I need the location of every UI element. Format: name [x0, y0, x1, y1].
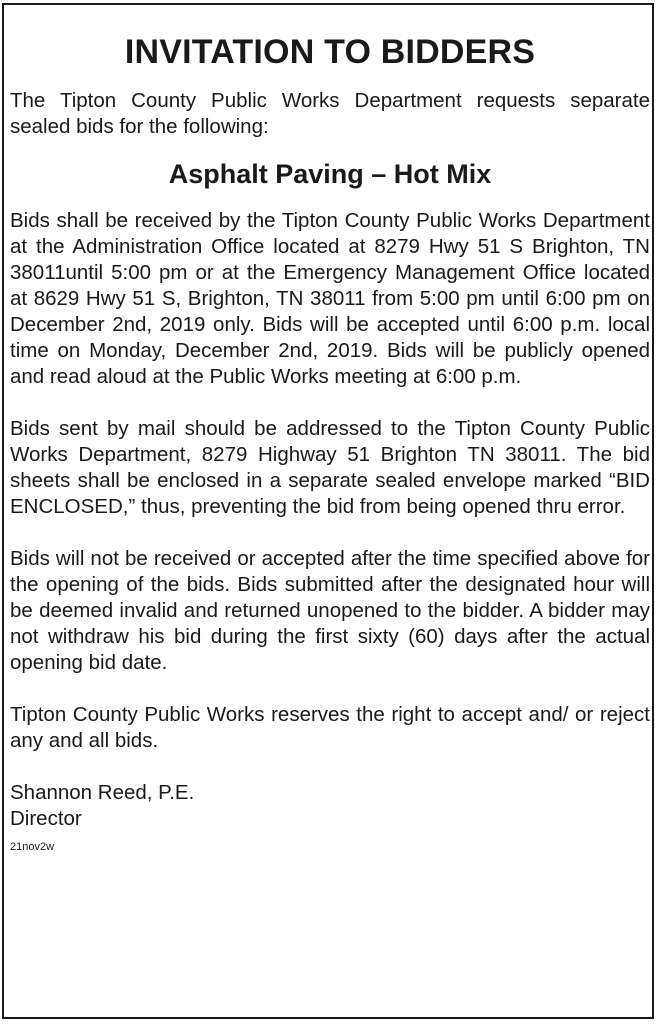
signatory-role: Director — [10, 807, 82, 830]
notice-title: INVITATION TO BIDDERS — [124, 33, 536, 71]
late-bids-paragraph: Bids will not be received or accepted after the time specified above for the opening of the bids. Bids submitted after the designated hour will be deemed invalid and returned unopened to the bidder. A bidder may not withdraw his bid during the first sixty (60) days after the actual opening bid date. — [10, 547, 650, 674]
bid-receipt-paragraph: Bids shall be received by the Tipton County Public Works Department at the Administration Office located at 8279 Hwy 51 S Brighton, TN 38011until 5:00 pm or at the Emergency Management Office located at 8629 Hwy 51 S, Brighton, TN 38011 from 5:00 pm until 6:00 pm on December 2nd, 2019 only. Bids will be accepted until 6:00 p.m. local time on Monday, December 2nd, 2019. Bids will be publicly opened and read aloud at the Public Works meeting at 6:00 p.m. — [10, 209, 650, 388]
mail-bids-paragraph: Bids sent by mail should be addressed to the Tipton County Public Works Department, 8279 Highway 51 Brighton TN 38011. The bid sheets shall be enclosed in a separate sealed envelope marked “BID ENCLOSED,” thus, preventing the bid from being opened thru error. — [10, 417, 650, 518]
project-subtitle: Asphalt Paving – Hot Mix — [168, 159, 492, 189]
notice-content — [10, 28, 650, 854]
ad-code: 21nov2w — [10, 841, 55, 853]
signature-block — [10, 780, 650, 832]
signatory-name: Shannon Reed, P.E. — [10, 781, 195, 804]
rights-reserved-paragraph: Tipton County Public Works reserves the right to accept and/ or reject any and all bids. — [10, 703, 650, 752]
intro-paragraph: The Tipton County Public Works Department requests separate sealed bids for the following: — [10, 89, 650, 138]
